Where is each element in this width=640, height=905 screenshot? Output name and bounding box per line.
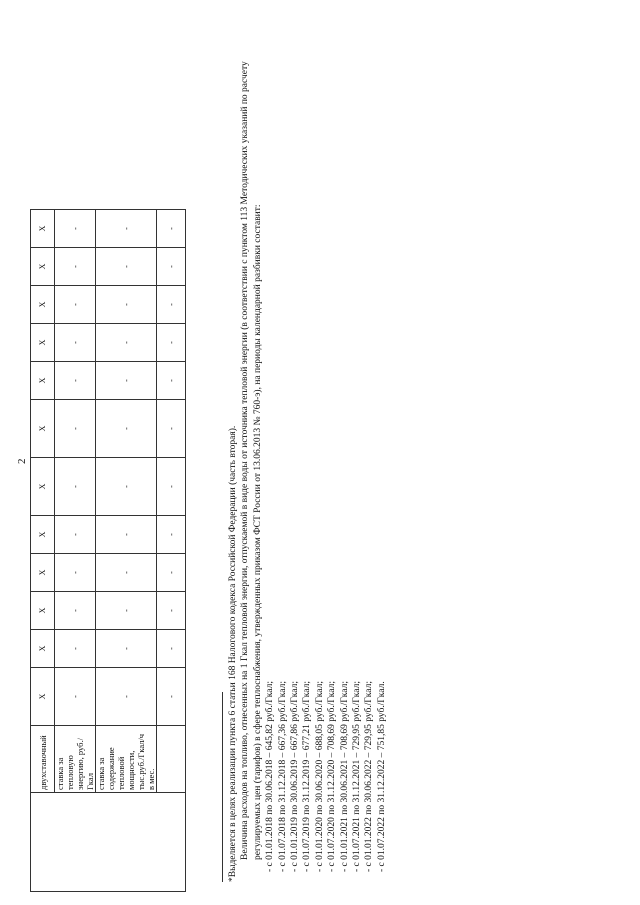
- table-cell: -: [96, 400, 157, 458]
- row-label: двухставочный: [31, 726, 55, 793]
- table-cell: -: [55, 362, 96, 400]
- period-list: [264, 22, 388, 882]
- table-cell: [31, 793, 186, 892]
- table-cell: -: [55, 400, 96, 458]
- table-cell: Х: [31, 458, 55, 516]
- table-cell: Х: [31, 210, 55, 248]
- table-cell: Х: [31, 592, 55, 630]
- list-item: - с 01.07.2020 по 31.12.2020 – 708,69 руб./Гкал;: [327, 681, 338, 872]
- list-item: - с 01.01.2021 по 30.06.2021 – 708,69 руб./Гкал;: [339, 681, 350, 872]
- table-cell: -: [157, 554, 186, 592]
- table-cell: -: [96, 592, 157, 630]
- table-cell: Х: [31, 248, 55, 286]
- table-cell: -: [157, 362, 186, 400]
- table-cell: -: [157, 324, 186, 362]
- table-cell: -: [157, 516, 186, 554]
- footnote-paragraph: Величина расходов на топливо, отнесенных на 1 Гкал тепловой энергии, отпускаемой в виде воды от источника тепловой энергии (в соответствии с пунктом 113 Методических указаний по расчету регулируемых цен (тарифов) в сфере теплоснабжения, утвержденных приказом ФСТ России от 13.06.2013 № 760-э), на периоды календарной разбивки составит:: [240, 61, 263, 860]
- table-cell: -: [55, 286, 96, 324]
- table-cell: Х: [31, 286, 55, 324]
- row-label: ставка за тепловую энергию, руб./Гкал: [55, 726, 96, 793]
- table-cell: -: [96, 210, 157, 248]
- table-cell: -: [157, 668, 186, 726]
- table-cell: -: [55, 592, 96, 630]
- table-cell: -: [96, 630, 157, 668]
- table-cell: -: [157, 630, 186, 668]
- table-row: [96, 210, 157, 892]
- table-cell: Х: [31, 400, 55, 458]
- table-cell: -: [55, 554, 96, 592]
- footnote-divider: [222, 692, 223, 882]
- list-item: - с 01.01.2019 по 30.06.2019 – 667,86 руб./Гкал;: [290, 681, 301, 872]
- table-cell: Х: [31, 668, 55, 726]
- table-cell: Х: [31, 630, 55, 668]
- table-cell: Х: [31, 554, 55, 592]
- list-item: - с 01.07.2021 по 31.12.2021 – 729,95 руб./Гкал;: [352, 681, 363, 872]
- table-cell: -: [96, 362, 157, 400]
- table-cell: -: [55, 516, 96, 554]
- table-cell: -: [157, 592, 186, 630]
- list-item: - с 01.01.2018 по 30.06.2018 – 645,82 руб./Гкал;: [265, 681, 276, 872]
- table-cell: -: [96, 516, 157, 554]
- list-item: - с 01.07.2022 по 31.12.2022 – 751,85 руб./Гкал.: [376, 681, 387, 872]
- table-cell: -: [96, 286, 157, 324]
- table-cell: -: [96, 458, 157, 516]
- table-cell: Х: [31, 324, 55, 362]
- row-label: ставка за содержание тепловой мощности, тыс.руб./Гкал/ч в мес.: [96, 726, 157, 793]
- table-cell: -: [96, 554, 157, 592]
- footnote: [222, 22, 388, 882]
- list-item: - с 01.01.2020 по 30.06.2020 – 688,05 руб./Гкал;: [314, 681, 325, 872]
- list-item: - с 01.07.2019 по 31.12.2019 – 677,21 руб./Гкал;: [302, 681, 313, 872]
- table-cell: -: [157, 400, 186, 458]
- table-cell: -: [55, 248, 96, 286]
- table-cell: -: [55, 458, 96, 516]
- table-row: [55, 210, 96, 892]
- table-row: [31, 210, 55, 892]
- table-cell: -: [96, 668, 157, 726]
- table-cell: -: [157, 286, 186, 324]
- table-row: [157, 210, 186, 892]
- document-page: [16, 12, 620, 892]
- table-cell: -: [96, 248, 157, 286]
- table-cell: -: [55, 630, 96, 668]
- table-cell: -: [55, 324, 96, 362]
- list-item: - с 01.01.2022 по 30.06.2022 – 729,95 руб./Гкал;: [364, 681, 375, 872]
- table-cell: Х: [31, 516, 55, 554]
- table-cell: -: [96, 324, 157, 362]
- table-cell: -: [157, 210, 186, 248]
- table-cell: -: [55, 668, 96, 726]
- table-cell: Х: [31, 362, 55, 400]
- list-item: - с 01.07.2018 по 31.12.2018 – 667,36 руб./Гкал;: [277, 681, 288, 872]
- tariff-table: [30, 209, 186, 892]
- footnote-star: *Выделяется в целях реализации пункта 6 статьи 168 Налогового кодекса Российской Федерации (часть вторая).: [228, 425, 238, 882]
- table-cell: -: [157, 458, 186, 516]
- table-cell: -: [157, 248, 186, 286]
- row-label: [157, 726, 186, 793]
- table-cell: -: [55, 210, 96, 248]
- page-number: 2: [16, 458, 28, 464]
